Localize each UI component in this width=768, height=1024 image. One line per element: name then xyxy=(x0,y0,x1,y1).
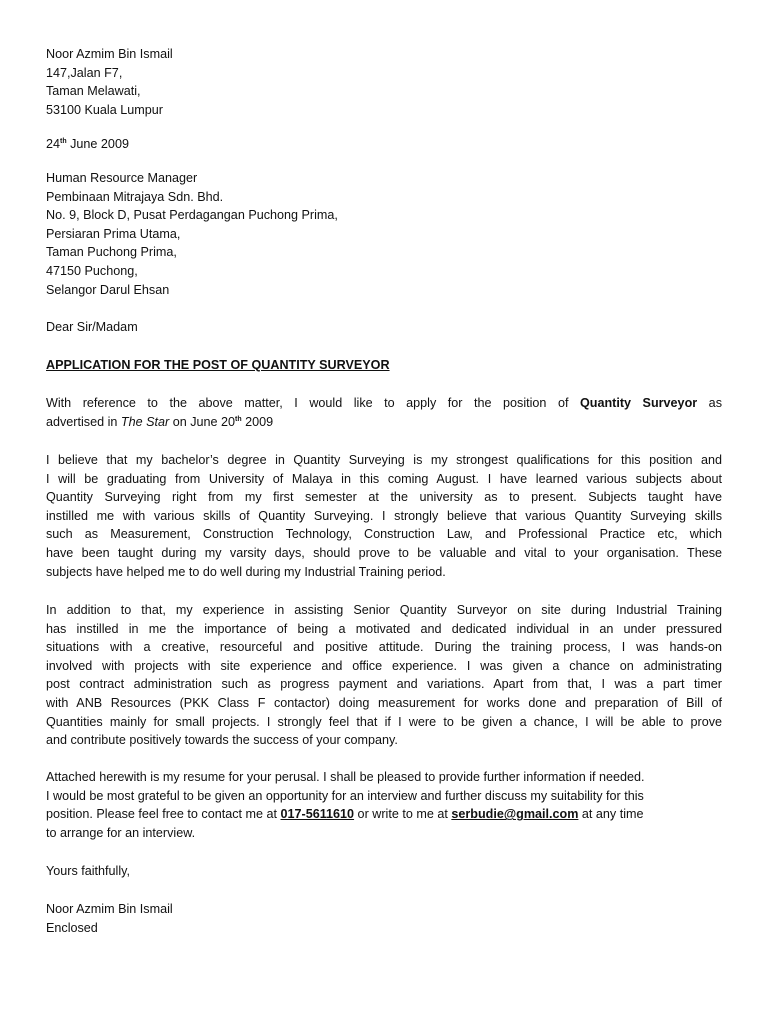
qualifications-paragraph xyxy=(46,451,722,581)
paragraph-line: I will be graduating from University of Malaya in this coming August. I have learned various subjects about xyxy=(46,471,722,486)
recipient-line: Persiaran Prima Utama, xyxy=(46,226,181,241)
recipient-line: Human Resource Manager xyxy=(46,171,198,185)
contact-paragraph: Attached herewith is my resume for your perusal. I shall be pleased to provide further information if needed. I would be most grateful to be given an opportunity for an interview and further discuss my suitability for this position. Please feel free to contact me at 017-5611610 or write to me at serbudie@gmail.com at any time to arrange for an interview. xyxy=(46,768,722,842)
sender-address-line: Taman Melawati, xyxy=(46,84,141,99)
paragraph-line: Attached herewith is my resume for your perusal. I shall be pleased to provide further information if needed. xyxy=(46,770,645,784)
signature-name: Noor Azmim Bin Ismail xyxy=(46,902,173,916)
intro-paragraph: With reference to the above matter, I would like to apply for the position of Quantity Surveyor as advertised in The Star on June 20th 2009 xyxy=(46,396,722,429)
date-suffix: th xyxy=(60,138,67,145)
recipient-line: Taman Puchong Prima, xyxy=(46,245,177,260)
phone-number[interactable]: 017-5611610 xyxy=(280,807,355,822)
paragraph-line: to arrange for an interview. xyxy=(46,825,196,840)
paragraph-line: has instilled in me the importance of being a motivated and dedicated individual in an under pressured xyxy=(46,621,722,636)
sender-address-line: 53100 Kuala Lumpur xyxy=(46,102,163,117)
paragraph-line: I would be most grateful to be given an opportunity for an interview and further discuss my suitability for this xyxy=(46,788,644,803)
paragraph-line: Quantities mainly for small projects. I strongly feel that if I were to be given a chance, I will be able to prove xyxy=(46,714,722,729)
letter-date xyxy=(46,135,722,154)
paragraph-line: post contract administration such as progress payment and variations. Apart from that, I was a part timer xyxy=(46,677,722,692)
sender-block xyxy=(46,45,722,119)
recipient-line: Pembinaan Mitrajaya Sdn. Bhd. xyxy=(46,189,224,204)
newspaper-name: The Star xyxy=(120,414,170,429)
paragraph-line: In addition to that, my experience in assisting Senior Quantity Surveyor on site during Industrial Training xyxy=(46,603,722,617)
paragraph-line: such as Measurement, Construction Technology, Construction Law, and Professional Practice etc, which xyxy=(46,527,722,542)
paragraph-line: Quantity Surveying right from my first semester at the university as to present. Subjects taught have xyxy=(46,490,722,505)
salutation: Dear Sir/Madam xyxy=(46,320,138,334)
paragraph-line: I believe that my bachelor’s degree in Quantity Surveying is my strongest qualifications for this position and xyxy=(46,453,722,467)
experience-paragraph xyxy=(46,601,722,750)
paragraph-line: involved with projects with site experience and office experience. I was given a chance on administrating xyxy=(46,658,722,673)
paragraph-line: subjects have helped me to do well during my Industrial Training period. xyxy=(46,564,446,579)
sender-address-line: 147,Jalan F7, xyxy=(46,65,123,80)
recipient-block xyxy=(46,169,722,299)
recipient-line: 47150 Puchong, xyxy=(46,263,138,278)
sender-name: Noor Azmim Bin Ismail xyxy=(46,47,173,61)
enclosed-note: Enclosed xyxy=(46,920,98,935)
recipient-line: No. 9, Block D, Pusat Perdagangan Puchong Prima, xyxy=(46,208,338,223)
paragraph-line: with ANB Resources (PKK Class F contactor) doing measurement for works done and preparation of Bill of xyxy=(46,695,722,710)
date-day: 24 xyxy=(46,137,61,151)
paragraph-line: and contribute positively towards the success of your company. xyxy=(46,733,398,748)
paragraph-line: have been taught during my varsity days, should prove to be valuable and vital to your organisation. These xyxy=(46,545,722,560)
subject-heading: APPLICATION FOR THE POST OF QUANTITY SURVEYOR xyxy=(46,358,390,372)
paragraph-line: instilled me with various skills of Quantity Surveying. I strongly believe that various Quantity Surveying skills xyxy=(46,508,722,523)
recipient-line: Selangor Darul Ehsan xyxy=(46,282,170,297)
closing: Yours faithfully, xyxy=(46,864,131,878)
position-title: Quantity Surveyor xyxy=(579,396,698,410)
email-link[interactable]: serbudie@gmail.com xyxy=(451,807,579,822)
signature-block xyxy=(46,900,722,937)
paragraph-line: situations with a creative, resourceful and positive attitude. During the training process, I was hands-on xyxy=(46,640,722,655)
date-rest: June 2009 xyxy=(66,137,129,151)
